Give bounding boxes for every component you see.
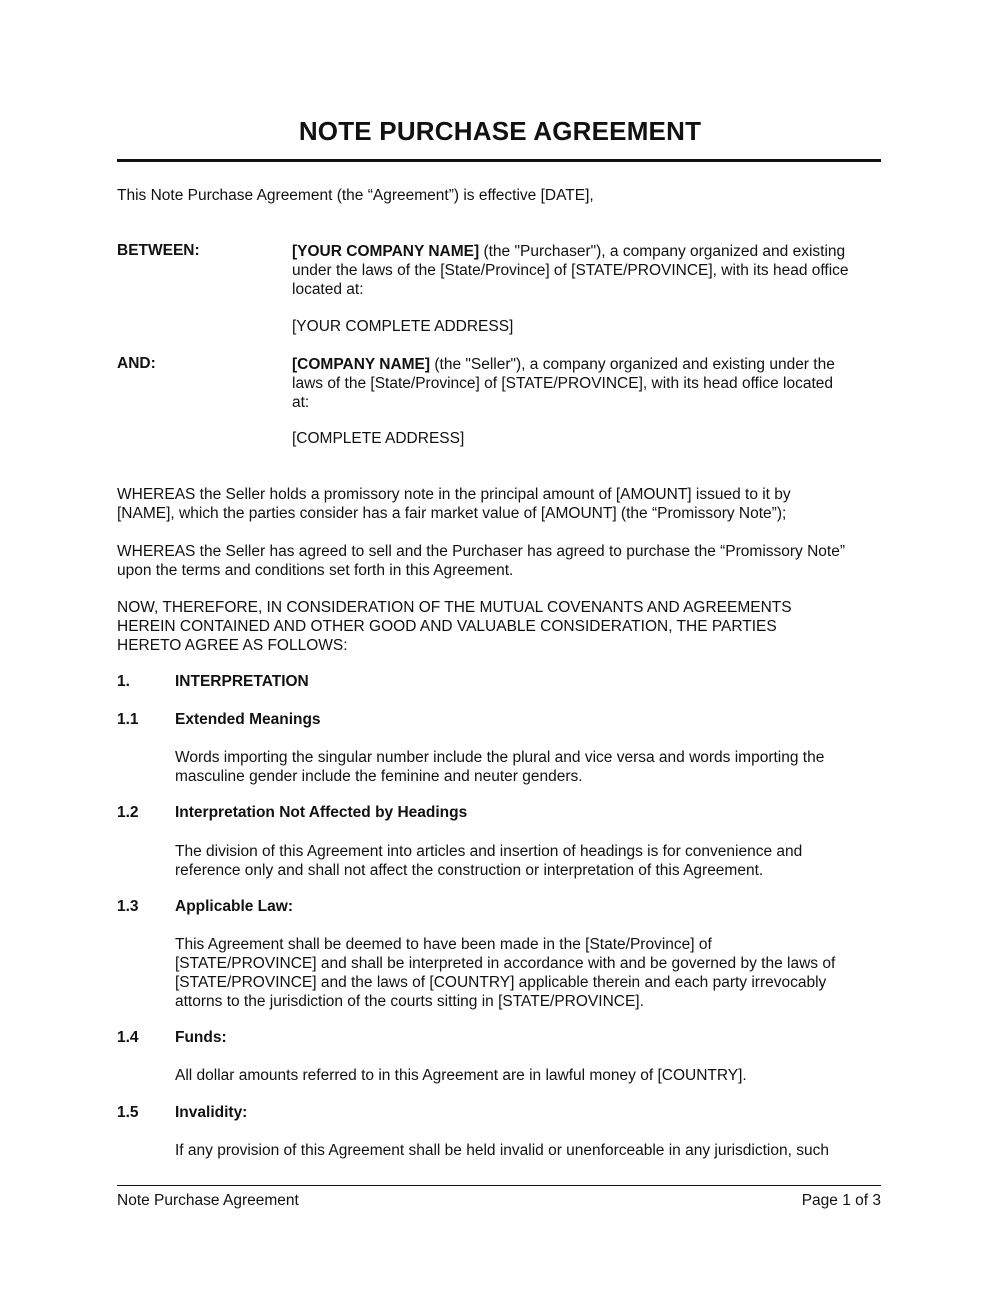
section-body bbox=[175, 748, 881, 786]
section-line: masculine gender include the feminine and neuter genders. bbox=[175, 768, 583, 785]
title-divider bbox=[117, 159, 881, 162]
section-body bbox=[175, 842, 881, 880]
section-line: [STATE/PROVINCE] and the laws of [COUNTRY] applicable therein and each party irrevocably bbox=[175, 974, 827, 991]
purchaser-block bbox=[292, 242, 892, 299]
section-line: If any provision of this Agreement shall be held invalid or unenforceable in any jurisdiction, such bbox=[175, 1142, 829, 1159]
section-number: 1.3 bbox=[117, 898, 139, 915]
section-line: [STATE/PROVINCE] and shall be interpreted in accordance with and be governed by the laws of bbox=[175, 955, 836, 972]
seller-text-1: (the "Seller"), a company organized and existing under the bbox=[430, 356, 835, 373]
purchaser-text-1: (the "Purchaser"), a company organized and existing bbox=[479, 243, 846, 260]
section-number: 1.4 bbox=[117, 1029, 139, 1046]
section-line: reference only and shall not affect the construction or interpretation of this Agreement. bbox=[175, 862, 764, 879]
whereas-paragraph-1 bbox=[117, 485, 892, 523]
between-label: BETWEEN: bbox=[117, 242, 200, 259]
section-line: Words importing the singular number include the plural and vice versa and words importing the bbox=[175, 749, 825, 766]
footer-document-name: Note Purchase Agreement bbox=[117, 1192, 299, 1209]
section-body bbox=[175, 1066, 881, 1085]
section-heading: Funds: bbox=[175, 1029, 227, 1046]
footer-page-number: Page 1 of 3 bbox=[801, 1192, 881, 1209]
whereas-2-line-1: WHEREAS the Seller has agreed to sell and the Purchaser has agreed to purchase the “Promissory Note” bbox=[117, 543, 846, 560]
purchaser-address: [YOUR COMPLETE ADDRESS] bbox=[292, 318, 514, 335]
section-body bbox=[175, 1141, 881, 1160]
now-therefore-paragraph bbox=[117, 598, 892, 655]
whereas-1-line-2: [NAME], which the parties consider has a fair market value of [AMOUNT] (the “Promissory Note”); bbox=[117, 505, 787, 522]
section-line: attorns to the jurisdiction of the courts sitting in [STATE/PROVINCE]. bbox=[175, 993, 644, 1010]
seller-name: [COMPANY NAME] bbox=[292, 356, 431, 373]
seller-address: [COMPLETE ADDRESS] bbox=[292, 430, 465, 447]
whereas-2-line-2: upon the terms and conditions set forth in this Agreement. bbox=[117, 562, 514, 579]
section-number: 1.5 bbox=[117, 1104, 139, 1121]
seller-line-2: laws of the [State/Province] of [STATE/PROVINCE], with its head office located bbox=[292, 375, 834, 392]
now-therefore-line-2: HEREIN CONTAINED AND OTHER GOOD AND VALUABLE CONSIDERATION, THE PARTIES bbox=[117, 618, 777, 635]
section-heading: Applicable Law: bbox=[175, 898, 293, 915]
article-heading: INTERPRETATION bbox=[175, 673, 309, 690]
article-number: 1. bbox=[117, 673, 130, 690]
whereas-paragraph-2 bbox=[117, 542, 892, 580]
seller-block bbox=[292, 355, 892, 412]
seller-line-1 bbox=[292, 355, 892, 374]
purchaser-line-3: located at: bbox=[292, 281, 364, 298]
purchaser-name: [YOUR COMPANY NAME] bbox=[292, 243, 480, 260]
purchaser-line-2: under the laws of the [State/Province] of [STATE/PROVINCE], with its head office bbox=[292, 262, 849, 279]
document-title: NOTE PURCHASE AGREEMENT bbox=[298, 116, 702, 146]
section-line: This Agreement shall be deemed to have been made in the [State/Province] of bbox=[175, 936, 712, 953]
purchaser-line-1 bbox=[292, 242, 892, 261]
section-body bbox=[175, 935, 881, 1011]
footer-divider bbox=[117, 1185, 881, 1186]
section-number: 1.1 bbox=[117, 711, 139, 728]
now-therefore-line-1: NOW, THEREFORE, IN CONSIDERATION OF THE MUTUAL COVENANTS AND AGREEMENTS bbox=[117, 599, 792, 616]
seller-line-3: at: bbox=[292, 394, 310, 411]
section-line: The division of this Agreement into articles and insertion of headings is for convenience and bbox=[175, 843, 803, 860]
and-label: AND: bbox=[117, 355, 156, 372]
section-number: 1.2 bbox=[117, 804, 139, 821]
now-therefore-line-3: HERETO AGREE AS FOLLOWS: bbox=[117, 637, 348, 654]
intro-paragraph: This Note Purchase Agreement (the “Agreement”) is effective [DATE], bbox=[117, 187, 594, 204]
section-heading: Interpretation Not Affected by Headings bbox=[175, 804, 468, 821]
section-heading: Invalidity: bbox=[175, 1104, 248, 1121]
whereas-1-line-1: WHEREAS the Seller holds a promissory note in the principal amount of [AMOUNT] issued to it by bbox=[117, 486, 791, 503]
section-line: All dollar amounts referred to in this Agreement are in lawful money of [COUNTRY]. bbox=[175, 1067, 747, 1084]
section-heading: Extended Meanings bbox=[175, 711, 321, 728]
